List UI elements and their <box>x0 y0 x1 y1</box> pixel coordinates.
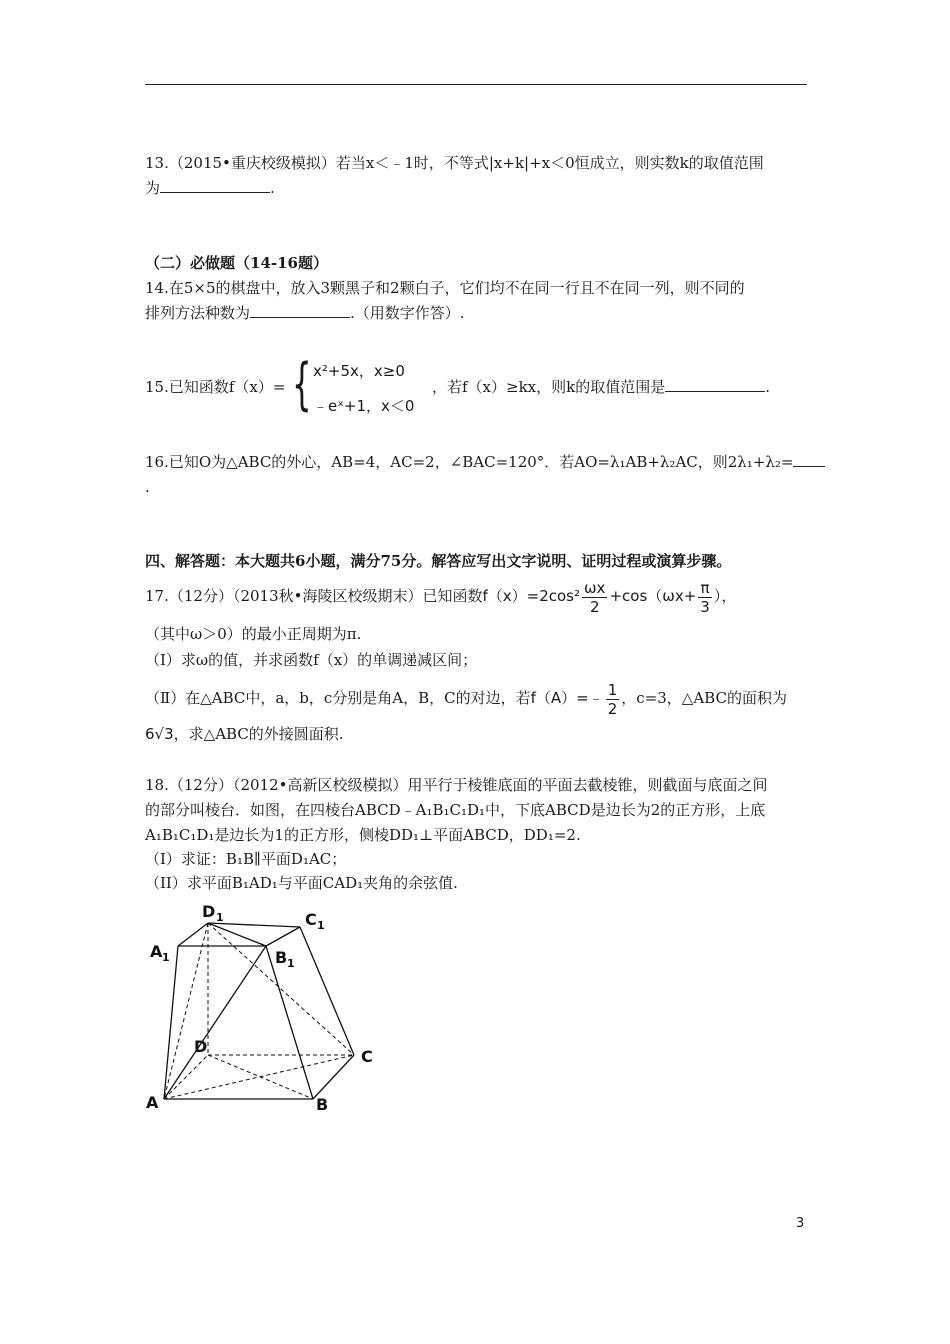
q17-formula-mid: +cos（ωx+ <box>609 587 697 605</box>
edge-a1-d1 <box>178 923 208 946</box>
q14-suffix: .（用数字作答）. <box>350 304 465 322</box>
q18-line1: 18.（12分）（2012•高新区校级模拟）用平行于棱锥底面的平面去截棱锥，则截面与底面之间 <box>145 776 768 794</box>
section-title-4: 四、解答题：本大题共6小题，满分75分。解答应写出文字说明、证明过程或演算步骤。 <box>145 552 732 570</box>
frac-numerator: π <box>700 578 710 597</box>
q17-prefix: 17.（12分）（2013秋•海陵区校级期末）已知函数 <box>145 587 483 605</box>
q15-prefix: 15.已知函数f（x）= <box>145 378 286 396</box>
q13-suffix: . <box>270 179 275 197</box>
q17-frac2 <box>698 579 712 616</box>
edge-c-c1 <box>300 927 354 1055</box>
q17-area-formula: 6√3 <box>145 725 174 743</box>
q17-part2-suffix: ，c=3，△ABC的面积为 <box>621 689 787 707</box>
q16-line1 <box>145 452 825 472</box>
q15-end: . <box>765 378 771 396</box>
edge-a-a1 <box>164 946 178 1099</box>
edge-a-d <box>164 1055 208 1099</box>
label-d1: D <box>202 902 216 921</box>
q17-formula-left: f（x）=2cos² <box>482 587 580 605</box>
q15-suffix: ，若f（x）≥kx，则k的取值范围是 <box>432 378 666 396</box>
frac-denominator: 2 <box>582 597 607 616</box>
q15-suffix-line <box>432 377 770 397</box>
label-c1: C <box>305 910 317 929</box>
q16-line2: . <box>145 478 150 496</box>
piecewise-brace: { <box>292 352 312 417</box>
q14-prefix: 排列方法种数为 <box>145 304 251 322</box>
q13-line1: 13.（2015•重庆校级模拟）若当x＜﹣1时，不等式|x+k|+x＜0恒成立，则实数k的取值范围 <box>145 154 764 172</box>
edge-d1-c <box>208 923 354 1055</box>
edge-b1-c1 <box>266 927 300 946</box>
q13-line2 <box>145 178 275 198</box>
q17-formula-right: ）， <box>713 587 737 605</box>
q17-line2: （其中ω＞0）的最小正周期为π. <box>145 625 362 643</box>
frac-denominator: 2 <box>607 699 618 718</box>
answer-blank <box>250 303 350 318</box>
edge-a-b1 <box>164 946 266 1099</box>
q14-line2 <box>145 303 465 323</box>
label-d: D <box>194 1037 208 1056</box>
q17-part1: （Ⅰ）求ω的值，并求函数f（x）的单调递减区间； <box>145 651 478 669</box>
label-b: B <box>316 1095 329 1114</box>
q18-part2: （II）求平面B₁AD₁与平面CAD₁夹角的余弦值. <box>145 874 458 892</box>
frac-numerator: 1 <box>607 680 618 699</box>
edge-b-c <box>313 1055 354 1099</box>
edge-d-b <box>208 1055 313 1099</box>
label-c: C <box>361 1047 373 1066</box>
frustum-figure <box>140 900 390 1120</box>
header-rule <box>145 84 807 85</box>
q18-line3: A₁B₁C₁D₁是边长为1的正方形，侧棱DD₁⊥平面ABCD，DD₁=2. <box>145 826 581 844</box>
frac-numerator: ωx <box>584 578 606 597</box>
page-number: 3 <box>796 1216 805 1231</box>
q17-frac1 <box>582 579 607 616</box>
answer-blank <box>160 178 270 193</box>
section-title-2: （二）必做题（14-16题） <box>145 254 328 272</box>
q17-part2-line2-text: ，求△ABC的外接圆面积. <box>173 725 344 743</box>
q17-frac3 <box>606 681 620 718</box>
edge-d1-a <box>164 923 208 1099</box>
answer-blank <box>665 377 765 392</box>
label-b1-sub: 1 <box>287 957 295 970</box>
q14-line1: 14.在5×5的棋盘中，放入3颗黑子和2颗白子，它们均不在同一行且不在同一列，则不同的 <box>145 279 745 297</box>
label-a: A <box>146 1093 159 1112</box>
label-a1: A <box>150 942 163 961</box>
label-c1-sub: 1 <box>317 919 325 932</box>
q17-part2 <box>145 678 787 718</box>
q18-part1: （Ⅰ）求证：B₁B∥平面D₁AC； <box>145 850 347 868</box>
q17-part2-prefix: （Ⅱ）在△ABC中，a，b，c分别是角A，B，C的对边，若 <box>145 689 531 707</box>
frac-denominator: 3 <box>700 597 710 616</box>
q15-case2: ﹣eˣ+1，x＜0 <box>313 397 415 415</box>
q17-part2-formula: f（A）=﹣ <box>530 689 604 707</box>
q17-line1 <box>145 576 736 616</box>
label-d1-sub: 1 <box>216 911 224 924</box>
q18-line2: 的部分叫棱台．如图，在四棱台ABCD﹣A₁B₁C₁D₁中，下底ABCD是边长为2的正方形，上底 <box>145 801 766 819</box>
label-a1-sub: 1 <box>162 951 170 964</box>
q17-part2-line2 <box>145 724 344 744</box>
q13-prefix: 为 <box>145 179 161 197</box>
label-b1: B <box>275 948 288 967</box>
q15-case1: x²+5x，x≥0 <box>313 362 405 380</box>
edge-a-c <box>164 1055 354 1099</box>
answer-blank <box>793 452 825 467</box>
q16-text: 16.已知O为△ABC的外心，AB=4，AC=2，∠BAC=120°．若AO=λ₁AB+λ₂AC，则2λ₁+λ₂= <box>145 453 794 471</box>
edge-d1-b1 <box>208 923 266 946</box>
